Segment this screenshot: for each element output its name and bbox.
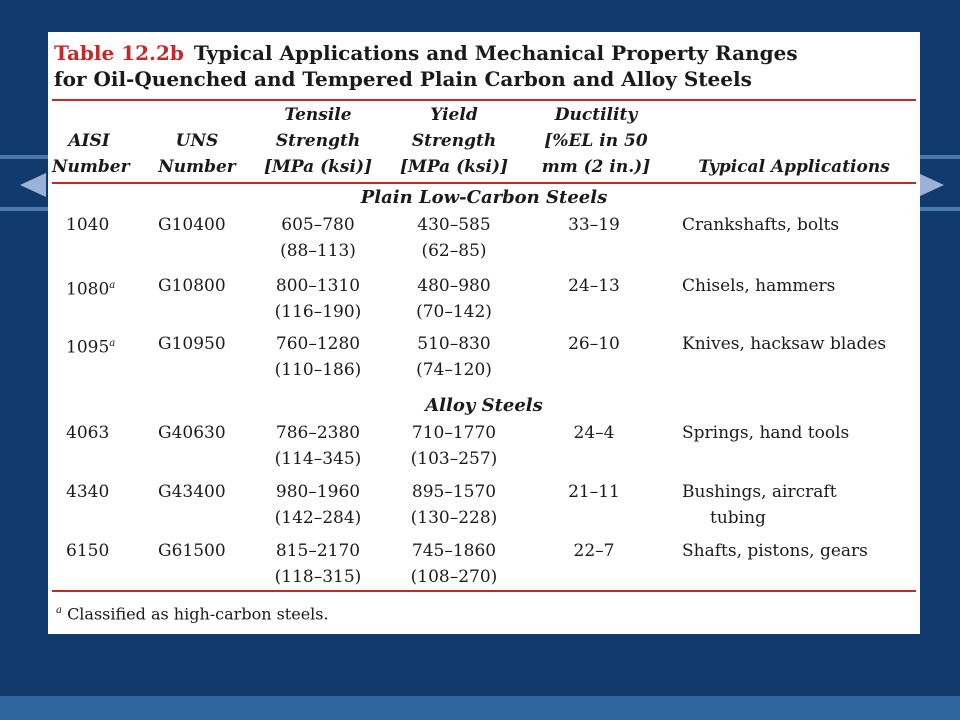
table-title-line1: Typical Applications and Mechanical Property Ranges (193, 41, 798, 65)
bottom-band (0, 696, 960, 720)
header-yield: Yield Strength [MPa (ksi)] (399, 105, 509, 177)
cell-application: Knives, hacksaw blades (682, 334, 887, 354)
footnote-ref: a (109, 338, 116, 349)
cell-uns: G10400 (158, 215, 226, 235)
cell-application: Bushings, aircraft tubing (682, 482, 837, 528)
cell-yield: 710–1770 (103–257) (410, 423, 498, 469)
cell-yield: 895–1570 (130–228) (410, 482, 498, 528)
footnote-text: Classified as high-carbon steels. (67, 604, 329, 624)
cell-ductility: 24–4 (573, 423, 615, 443)
cell-tensile: 605–780 (88–113) (280, 215, 356, 261)
cell-tensile: 815–2170 (118–315) (274, 541, 362, 587)
header-uns: UNS Number (158, 131, 236, 177)
header-aisi: AISI Number (52, 131, 130, 177)
cell-uns: G10950 (158, 334, 226, 354)
cell-aisi: 1040 (66, 215, 110, 235)
cell-ductility: 33–19 (568, 215, 620, 235)
decor-line-right-2 (920, 207, 960, 211)
cell-yield: 430–585 (62–85) (417, 215, 491, 261)
cell-application: Crankshafts, bolts (682, 215, 840, 235)
cell-tensile: 786–2380 (114–345) (274, 423, 362, 469)
cell-uns: G61500 (158, 541, 226, 561)
section-header: Alloy Steels (425, 395, 543, 416)
cell-uns: G40630 (158, 423, 226, 443)
cell-aisi: 1080$^a$ (66, 279, 116, 300)
cell-aisi: 4340 (66, 482, 110, 502)
table-panel (48, 32, 920, 634)
cell-yield: 745–1860 (108–270) (410, 541, 498, 587)
cell-tensile: 760–1280 (110–186) (274, 334, 362, 380)
rule-top (52, 99, 916, 101)
cell-ductility: 26–10 (568, 334, 620, 354)
cell-tensile: 800–1310 (116–190) (274, 276, 362, 322)
table-title-line2: for Oil-Quenched and Tempered Plain Carbon and Alloy Steels (54, 67, 752, 91)
cell-aisi: 1095$^a$ (66, 337, 116, 358)
prev-slide-icon[interactable] (20, 173, 46, 197)
decor-line-right-1 (920, 155, 960, 159)
cell-uns: G43400 (158, 482, 226, 502)
table-number: Table 12.2b (54, 41, 184, 65)
footnote-mark: a (56, 605, 62, 616)
cell-ductility: 24–13 (568, 276, 620, 296)
cell-application: Shafts, pistons, gears (682, 541, 868, 561)
cell-application: Springs, hand tools (682, 423, 850, 443)
cell-ductility: 21–11 (568, 482, 620, 502)
next-slide-icon[interactable] (918, 173, 944, 197)
table-title (54, 40, 914, 92)
rule-bottom (52, 590, 916, 592)
header-tensile: Tensile Strength [MPa (ksi)] (263, 105, 373, 177)
cell-yield: 480–980 (70–142) (416, 276, 492, 322)
cell-uns: G10800 (158, 276, 226, 296)
section-header: Plain Low-Carbon Steels (360, 187, 608, 208)
decor-line-left-1 (0, 155, 48, 159)
decor-line-left-2 (0, 207, 48, 211)
cell-aisi: 6150 (66, 541, 110, 561)
cell-tensile: 980–1960 (142–284) (274, 482, 362, 528)
cell-ductility: 22–7 (573, 541, 615, 561)
header-ductility: Ductility [%EL in 50 mm (2 in.)] (541, 105, 651, 177)
cell-aisi: 4063 (66, 423, 110, 443)
footnote-ref: a (109, 280, 116, 291)
rule-header (52, 182, 916, 184)
cell-application: Chisels, hammers (682, 276, 836, 296)
cell-yield: 510–830 (74–120) (416, 334, 492, 380)
footnote (56, 600, 329, 625)
header-applications: Typical Applications (698, 157, 890, 177)
